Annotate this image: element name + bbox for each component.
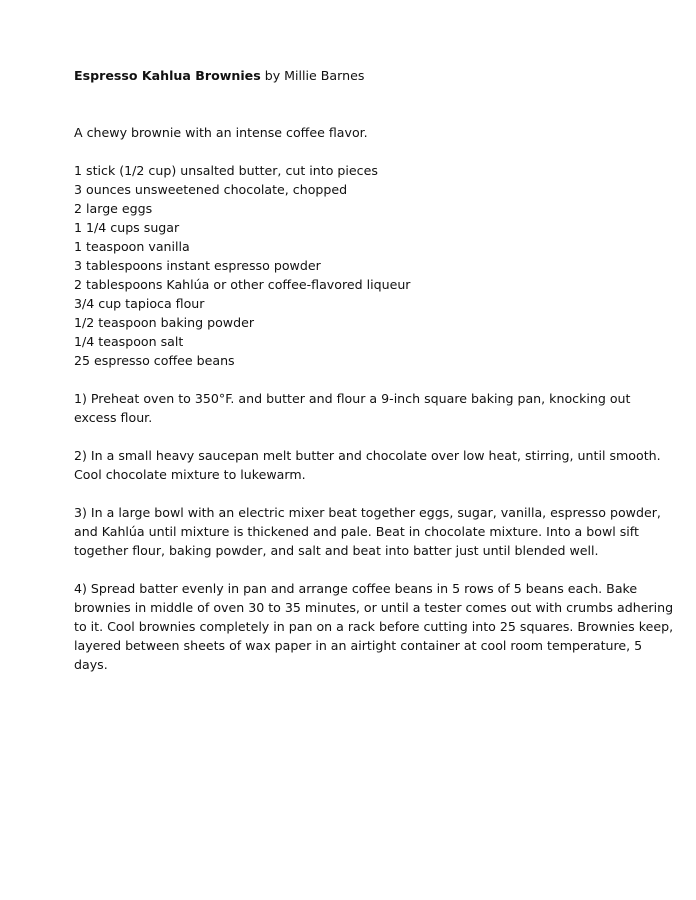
- step-item: 3) In a large bowl with an electric mixer beat together eggs, sugar, vanilla, espresso powder, and Kahlúa until mixture is thickened and pale. Beat in chocolate mixture. Into a bowl sift together flour, baking powder, and salt and beat into batter just until blended well.: [74, 505, 661, 558]
- ingredient-item: 1/4 teaspoon salt: [74, 334, 184, 349]
- ingredient-item: 3 tablespoons instant espresso powder: [74, 258, 321, 273]
- ingredient-item: 25 espresso coffee beans: [74, 353, 235, 368]
- ingredient-item: 1 1/4 cups sugar: [74, 220, 180, 235]
- ingredient-item: 1 stick (1/2 cup) unsalted butter, cut into pieces: [74, 163, 378, 178]
- ingredient-list: [74, 161, 674, 370]
- ingredient-item: 3/4 cup tapioca flour: [74, 296, 205, 311]
- step-list: [74, 389, 674, 674]
- ingredient-item: 1 teaspoon vanilla: [74, 239, 190, 254]
- ingredient-item: 1/2 teaspoon baking powder: [74, 315, 255, 330]
- ingredient-item: 3 ounces unsweetened chocolate, chopped: [74, 182, 348, 197]
- step-item: 1) Preheat oven to 350°F. and butter and flour a 9-inch square baking pan, knocking out excess flour.: [74, 391, 631, 425]
- step-item: 2) In a small heavy saucepan melt butter and chocolate over low heat, stirring, until smooth. Cool chocolate mixture to lukewarm.: [74, 448, 661, 482]
- recipe-byline: by Millie Barnes: [260, 68, 365, 83]
- recipe-content: [74, 66, 674, 674]
- ingredient-item: 2 large eggs: [74, 201, 153, 216]
- ingredient-item: 2 tablespoons Kahlúa or other coffee-flavored liqueur: [74, 277, 411, 292]
- title-line: [74, 66, 674, 85]
- recipe-intro: A chewy brownie with an intense coffee flavor.: [74, 125, 368, 140]
- recipe-title: Espresso Kahlua Brownies: [74, 68, 261, 83]
- step-item: 4) Spread batter evenly in pan and arrange coffee beans in 5 rows of 5 beans each. Bake brownies in middle of oven 30 to 35 minutes, or until a tester comes out with crumbs adhering to it. Cool brownies completely in pan on a rack before cutting into 25 squares. Brownies keep, layered between sheets of wax paper in an airtight container at cool room temperature, 5 days.: [74, 581, 674, 672]
